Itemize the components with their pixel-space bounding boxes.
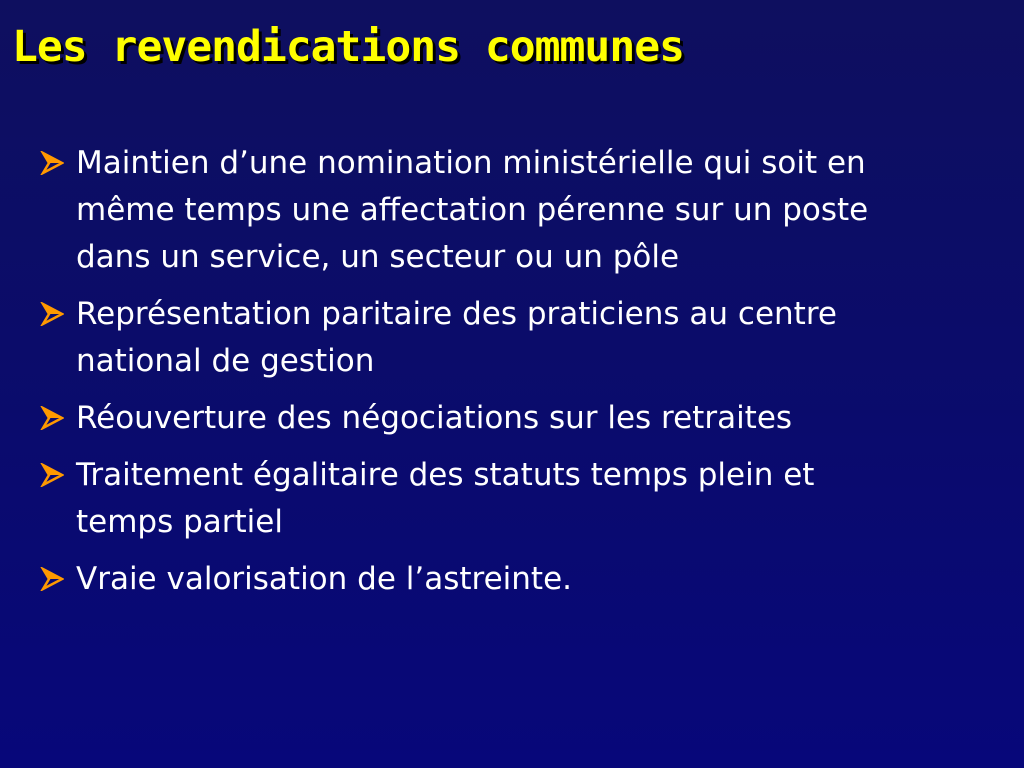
bullet-item-representation <box>40 291 985 385</box>
bullet-text: Traitement égalitaire des statuts temps plein et temps partiel <box>76 457 815 540</box>
arrowhead-bullet-icon <box>40 567 64 591</box>
arrowhead-bullet-icon <box>40 302 64 326</box>
bullet-item-temps-partiel <box>40 452 985 546</box>
bullet-text: Vraie valorisation de l’astreinte. <box>76 561 572 597</box>
slide-title: Les revendications communes <box>12 22 684 72</box>
bullet-text: Maintien d’une nomination ministérielle qui soit en même temps une affectation pérenne sur un poste dans un service, un secteur ou un pôle <box>76 145 869 275</box>
bullet-item-astreinte <box>40 556 985 603</box>
bullet-list <box>40 140 985 613</box>
bullet-text: Représentation paritaire des praticiens au centre national de gestion <box>76 296 837 379</box>
arrowhead-bullet-icon <box>40 406 64 430</box>
arrowhead-bullet-icon <box>40 463 64 487</box>
arrowhead-bullet-icon <box>40 151 64 175</box>
bullet-item-retraites <box>40 395 985 442</box>
bullet-item-nomination <box>40 140 985 281</box>
bullet-text: Réouverture des négociations sur les retraites <box>76 400 793 436</box>
